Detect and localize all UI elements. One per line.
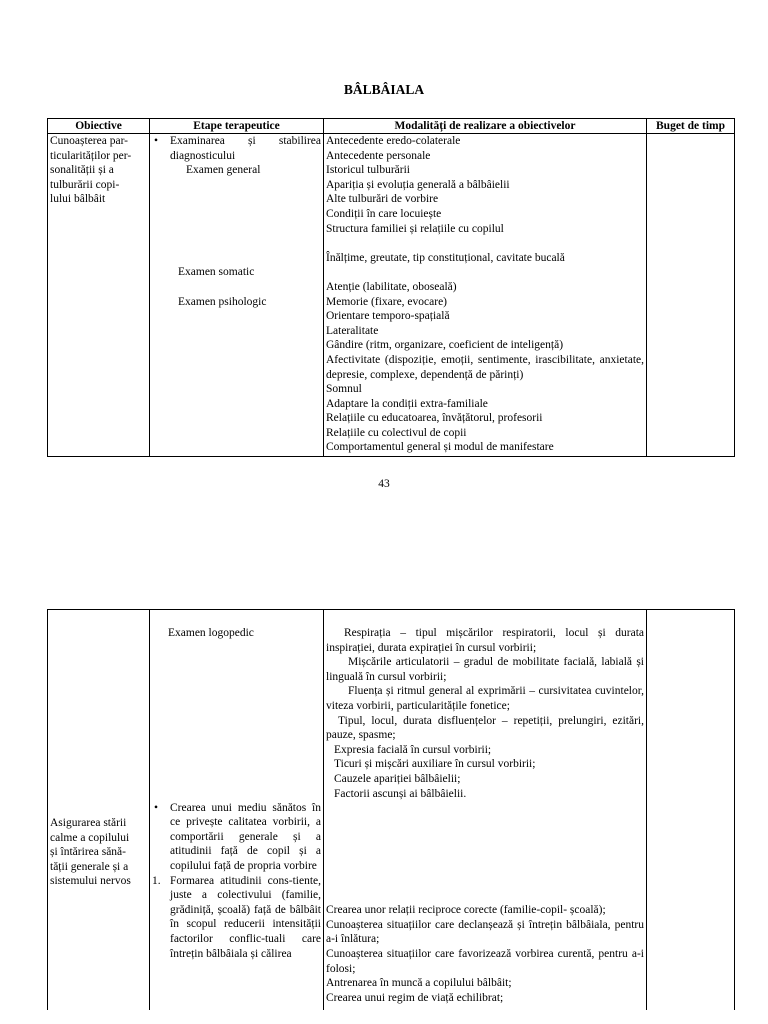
method-item: Fluența și ritmul general al exprimării – cursivitatea cuvintelor, viteza vorbirii, particularitățile fonetice; [326,685,644,712]
page-number: 43 [378,478,390,490]
method-item: Crearea unor relații reciproce corecte (familie-copil- școală); [326,904,606,917]
header-objectives: Obiective [48,119,150,134]
method-item: Lateralitate [326,324,379,337]
therapy-table-page1 [47,118,735,457]
method-item: Antecedente personale [326,149,431,162]
stage-general-exam: Examen general [186,164,261,177]
table-row [48,134,735,457]
objective-line: sonalității și a [50,164,114,177]
stage-bullet: • Crearea unui mediu sănătos în ce privește calitatea vorbirii, a comportării generale și a atitudinii față de copil și a copilului față de propria vorbire [152,801,321,874]
stages-cell [150,134,324,457]
methods-cell [324,610,647,1011]
page-title: BÂLBÂIALA [343,82,425,97]
table-header-row [48,119,735,134]
stage-numbered-item [152,874,321,962]
method-item: Cauzele apariției bâlbâielii; [334,772,461,785]
method-item: Antecedente eredo-colaterale [326,135,461,147]
method-item: Orientare temporo-spațială [326,310,450,323]
therapy-table-page2 [47,609,735,1010]
method-item: Cunoașterea situațiilor care declanșează și întrețin bâlbâiala, pentru a-i înlătura; [326,918,644,946]
stage-bullet: • Examinarea și stabilirea diagnosticului [152,134,321,163]
method-item: Ticuri și mișcări auxiliare în cursul vorbirii; [334,758,536,771]
objective-line: și întărirea sănă- [50,846,126,859]
method-item: Expresia facială în cursul vorbirii; [334,743,492,756]
method-item: Înălțime, greutate, tip constituțional, cavitate bucală [326,251,565,264]
method-item: Memorie (fixare, evocare) [326,295,447,308]
header-methods: Modalități de realizare a obiectivelor [324,119,647,134]
time-budget-cell [647,134,735,457]
stage-psych-exam: Examen psihologic [178,295,267,308]
objective-line: Cunoașterea par- [50,135,128,147]
objective-cell [48,610,150,1011]
method-item: Antrenarea în muncă a copilului bâlbâit; [326,977,512,990]
method-item: Apariția și evoluția generală a bâlbâielii [326,178,510,191]
method-item: Relațiile cu colectivul de copii [326,426,467,439]
objective-line: lului bâlbâit [50,193,106,206]
method-item: Mișcările articulatorii – gradul de mobilitate facială, labială și linguală în cursul vorbirii; [326,656,644,683]
methods-cell [324,134,647,457]
objective-cell [48,134,150,457]
stages-cell [150,610,324,1011]
method-item: Comportamentul general și modul de manifestare [326,441,554,454]
method-item: Factorii ascunși ai bâlbâielii. [334,787,467,800]
method-item: Tipul, locul, durata disfluențelor – repetiții, prelungiri, ezitări, pauze, spasme; [326,714,644,742]
method-item: Relațiile cu educatoarea, învățătorul, profesorii [326,412,543,425]
objective-line: Asigurarea stării [50,817,127,829]
method-item: Gândire (ritm, organizare, coeficient de inteligență) [326,339,564,352]
header-stages: Etape terapeutice [150,119,324,134]
method-item: Atenție (labilitate, oboseală) [326,280,457,293]
objective-line: tății generale și a [50,860,129,873]
method-item: Adaptare la condiții extra-familiale [326,397,488,410]
method-item: Crearea unui regim de viață echilibrat; [326,991,504,1004]
stage-logopedic-exam: Examen logopedic [168,627,254,639]
method-item: Cunoașterea situațiilor care favorizează vorbirea curentă, pentru a-i folosi; [326,947,644,975]
item-text: Formarea atitudinii cons-tiente, juste a colectivului (familie, grădiniță, școală) față de bâlbâit în scopul reducerii intensității factorilor conflic-tuali care întrețin bâlbâiala și călirea [170,874,321,960]
method-item: Somnul [326,383,362,396]
table-row [48,610,735,1011]
method-item: Istoricul tulburării [326,164,410,177]
objective-line: ticularităților per- [50,149,132,162]
method-item: Condiții în care locuiește [326,207,442,220]
method-item: Structura familiei și relațiile cu copilul [326,222,504,235]
method-item: Afectivitate (dispoziție, emoții, sentimente, irascibilitate, anxietate, depresie, complexe, dependență de părinți) [326,353,644,381]
time-budget-cell [647,610,735,1011]
header-time-budget: Buget de timp [647,119,735,134]
objective-line: calme a copilului [50,831,130,844]
method-item: Respirația – tipul mișcărilor respiratorii, locul și durata inspirației, durata expirației în cursul vorbirii; [326,627,644,654]
stage-somatic-exam: Examen somatic [178,266,255,279]
objective-line: tulburării copi- [50,178,120,191]
objective-line: sistemului nervos [50,875,131,888]
item-number: 1. [152,874,161,887]
method-item: Alte tulburări de vorbire [326,193,439,206]
